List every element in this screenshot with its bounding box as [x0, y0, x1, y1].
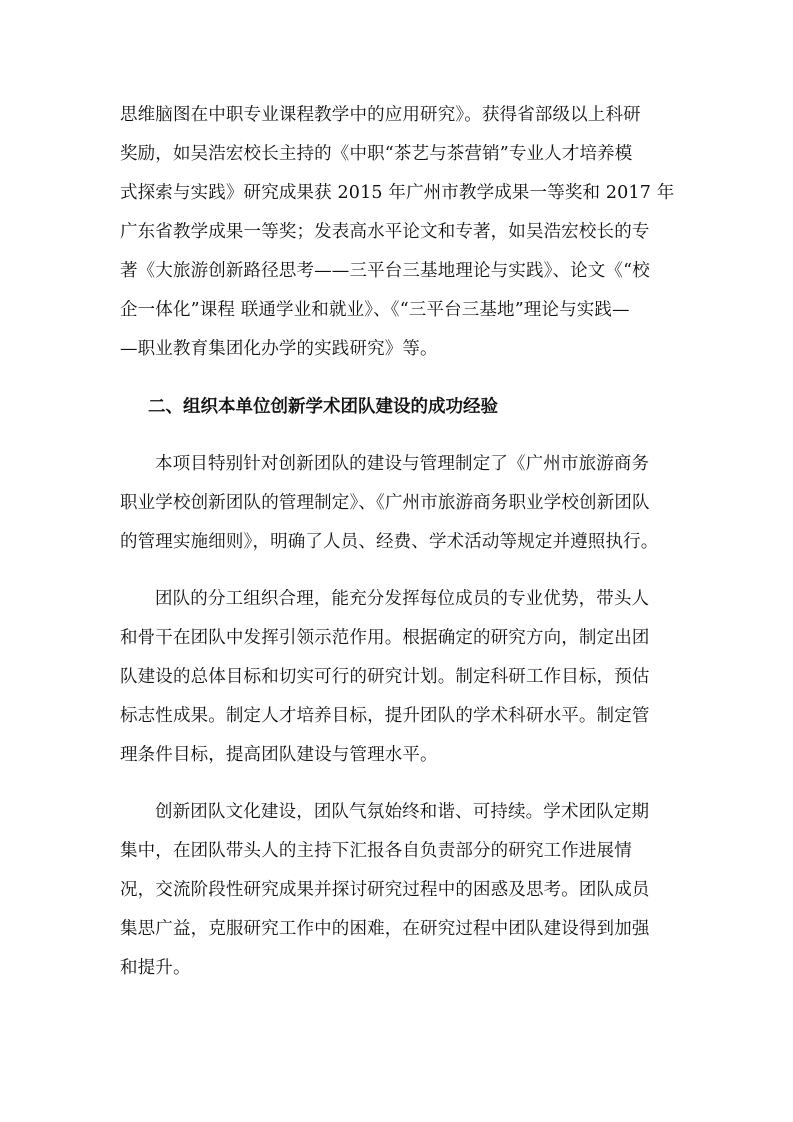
paragraph-regulations	[120, 445, 675, 562]
spacer	[120, 427, 675, 445]
paragraph-organization	[120, 580, 675, 775]
text-line: 和提升。	[120, 958, 191, 978]
text-line: 式探索与实践》研究成果获 2015 年广州市教学成果一等奖和 2017 年	[120, 183, 675, 203]
text-line: 思维脑图在中职专业课程教学中的应用研究》。获得省部级以上科研	[120, 105, 641, 125]
paragraph-continued	[120, 96, 675, 369]
text-line: 本项目特别针对创新团队的建设与管理制定了《广州市旅游商务	[155, 454, 650, 474]
text-line: —职业教育集团化办学的实践研究》等。	[120, 339, 438, 359]
text-line: 理条件目标，提高团队建设与管理水平。	[120, 745, 438, 765]
text-line: 奖励，如吴浩宏校长主持的《中职“茶艺与茶营销”专业人才培养模	[120, 144, 633, 164]
spacer	[120, 775, 675, 793]
spacer	[120, 369, 675, 387]
text-line: 和骨干在团队中发挥引领示范作用。根据确定的研究方向，制定出团	[120, 628, 650, 648]
text-line: 集思广益，克服研究工作中的困难，在研究过程中团队建设得到加强	[120, 919, 650, 939]
text-line: 创新团队文化建设，团队气氛始终和谐、可持续。学术团队定期	[155, 802, 650, 822]
text-line: 职业学校创新团队的管理制定》、《广州市旅游商务职业学校创新团队	[120, 493, 650, 513]
text-line: 队建设的总体目标和切实可行的研究计划。制定科研工作目标，预估	[120, 667, 650, 687]
text-line: 集中，在团队带头人的主持下汇报各自负责部分的研究工作进展情	[120, 841, 632, 861]
text-line: 企一体化”课程 联通学业和就业》、《“三平台三基地”理论与实践—	[120, 300, 630, 320]
paragraph-culture	[120, 793, 675, 988]
text-line: 广东省教学成果一等奖；发表高水平论文和专著，如吴浩宏校长的专	[120, 222, 650, 242]
spacer	[120, 562, 675, 580]
text-line: 况，交流阶段性研究成果并探讨研究过程中的困惑及思考。团队成员	[120, 880, 650, 900]
section-heading: 二、组织本单位创新学术团队建设的成功经验	[148, 397, 498, 417]
text-line: 团队的分工组织合理，能充分发挥每位成员的专业优势，带头人	[155, 589, 650, 609]
document-page	[120, 96, 675, 988]
text-line: 标志性成果。制定人才培养目标，提升团队的学术科研水平。制定管	[120, 706, 650, 726]
text-line: 著《大旅游创新路径思考——三平台三基地理论与实践》、论文《“校	[120, 261, 650, 281]
text-line: 的管理实施细则》，明确了人员、经费、学术活动等规定并遵照执行。	[120, 532, 659, 552]
